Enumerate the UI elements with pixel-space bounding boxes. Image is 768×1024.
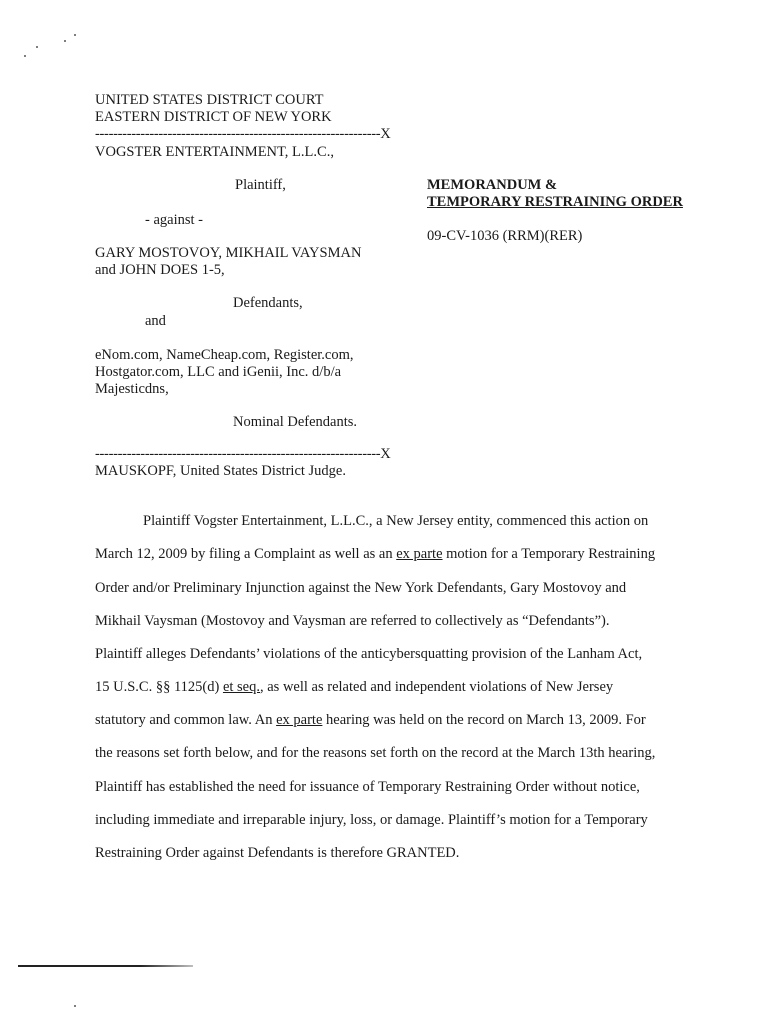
scan-speck <box>24 55 26 57</box>
paragraph-line: 15 U.S.C. §§ 1125(d) et seq., as well as related and independent violations of New Jersey <box>95 679 614 695</box>
judge-line: MAUSKOPF, United States District Judge. <box>95 463 346 479</box>
nominal-defendants-role: Nominal Defendants. <box>233 414 358 430</box>
nominal-defendants-line3: Majesticdns, <box>95 381 169 397</box>
court-name-line2: EASTERN DISTRICT OF NEW YORK <box>95 109 332 125</box>
paragraph-line: Plaintiff Vogster Entertainment, L.L.C., a New Jersey entity, commenced this action on <box>143 513 649 529</box>
paragraph-line: Mikhail Vaysman (Mostovoy and Vaysman are referred to collectively as “Defendants”). <box>95 613 610 629</box>
scan-speck <box>64 40 66 42</box>
nominal-defendants-line1: eNom.com, NameCheap.com, Register.com, <box>95 347 354 363</box>
court-name-line1: UNITED STATES DISTRICT COURT <box>95 92 324 108</box>
title-line1: MEMORANDUM & <box>427 177 558 193</box>
scan-speck <box>74 1005 76 1007</box>
title-line2: TEMPORARY RESTRAINING ORDER <box>427 194 683 210</box>
paragraph-line: Order and/or Preliminary Injunction against the New York Defendants, Gary Mostovoy and <box>95 580 627 596</box>
scan-speck <box>36 46 38 48</box>
paragraph-line: including immediate and irreparable injury, loss, or damage. Plaintiff’s motion for a Temporary <box>95 812 648 828</box>
scan-speck <box>74 34 76 36</box>
defendants-line2: and JOHN DOES 1-5, <box>95 262 225 278</box>
against-label: - against - <box>145 212 203 228</box>
paragraph-line: Restraining Order against Defendants is therefore GRANTED. <box>95 845 460 861</box>
paragraph-line: Plaintiff alleges Defendants’ violations of the anticybersquatting provision of the Lanham Act, <box>95 646 643 662</box>
defendants-line1: GARY MOSTOVOY, MIKHAIL VAYSMAN <box>95 245 362 261</box>
case-number: 09-CV-1036 (RRM)(RER) <box>427 228 583 244</box>
caption-rule-bottom: ---------------------------------------------------------------X <box>95 446 391 462</box>
nominal-defendants-line2: Hostgator.com, LLC and iGenii, Inc. d/b/a <box>95 364 342 380</box>
paragraph-line: Plaintiff has established the need for issuance of Temporary Restraining Order without notice, <box>95 779 640 795</box>
and-label: and <box>145 313 166 329</box>
plaintiff-name: VOGSTER ENTERTAINMENT, L.L.C., <box>95 144 334 160</box>
plaintiff-role: Plaintiff, <box>235 177 286 193</box>
paragraph-line: the reasons set forth below, and for the reasons set forth on the record at the March 13th hearing, <box>95 745 656 761</box>
caption-rule-top: ---------------------------------------------------------------X <box>95 126 391 142</box>
paragraph-line: March 12, 2009 by filing a Complaint as well as an ex parte motion for a Temporary Restraining <box>95 546 656 562</box>
footnote-separator <box>18 965 193 967</box>
paragraph-line: statutory and common law. An ex parte hearing was held on the record on March 13, 2009. For <box>95 712 646 728</box>
defendants-role: Defendants, <box>233 295 303 311</box>
